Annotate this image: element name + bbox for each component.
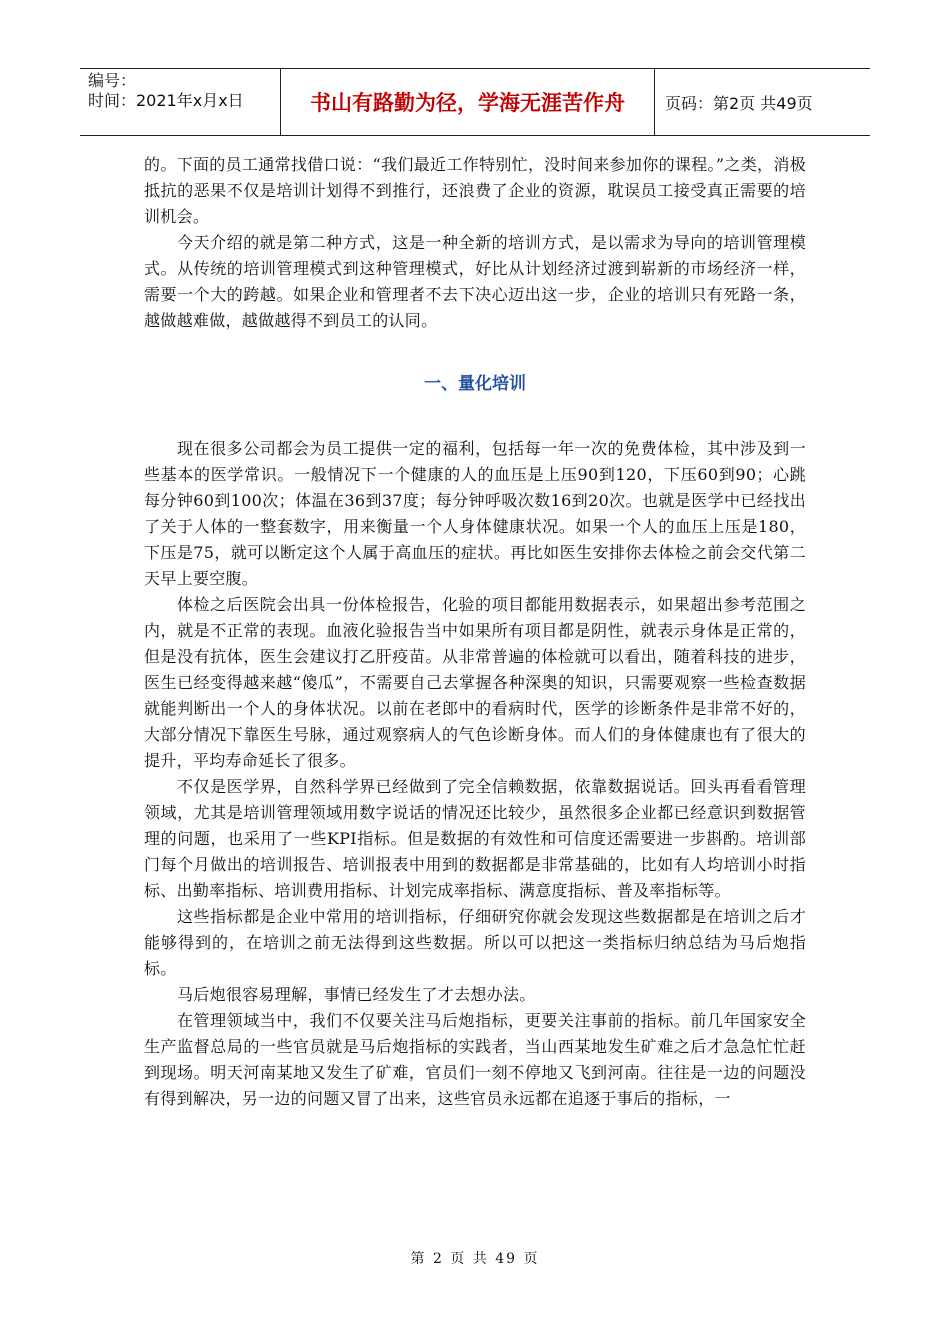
header-motto: 书山有路勤为径，学海无涯苦作舟 <box>281 69 655 135</box>
body-paragraph: 现在很多公司都会为员工提供一定的福利，包括每一年一次的免费体检，其中涉及到一些基本的医学常识。一般情况下一个健康的人的血压是上压90到120，下压60到90；心跳每分钟60到100次；体温在36到37度；每分钟呼吸次数16到20次。也就是医学中已经找出了关于人体的一整套数字，用来衡量一个人身体健康状况。如果一个人的血压上压是180，下压是75，就可以断定这个人属于高血压的症状。再比如医生安排你去体检之前会交代第二天早上要空腹。 <box>144 439 806 588</box>
body-paragraph: 这些指标都是企业中常用的培训指标，仔细研究你就会发现这些数据都是在培训之后才能够得到的，在培训之前无法得到这些数据。所以可以把这一类指标归纳总结为马后炮指标。 <box>144 907 806 978</box>
header-page-label: 页码：第2页 共49页 <box>665 93 813 113</box>
document-header <box>80 68 870 136</box>
header-meta-cell <box>80 69 281 135</box>
body-paragraph: 马后炮很容易理解，事情已经发生了才去想办法。 <box>177 985 536 1004</box>
body-paragraph: 在管理领域当中，我们不仅要关注马后炮指标，更要关注事前的指标。前几年国家安全生产监督总局的一些官员就是马后炮指标的实践者，当山西某地发生矿难之后才急急忙忙赶到现场。明天河南某地又发生了矿难，官员们一刻不停地又飞到河南。往往是一边的问题没有得到解决，另一边的问题又冒了出来，这些官员永远都在追逐于事后的指标，一 <box>144 1011 806 1108</box>
page-footer: 第 2 页 共 49 页 <box>410 1251 540 1267</box>
body-paragraph: 的。下面的员工通常找借口说：“我们最近工作特别忙，没时间来参加你的课程。”之类，消极抵抗的恶果不仅是培训计划得不到推行，还浪费了企业的资源，耽误员工接受真正需要的培训机会。 <box>144 155 806 226</box>
body-paragraph: 今天介绍的就是第二种方式，这是一种全新的培训方式，是以需求为导向的培训管理模式。从传统的培训管理模式到这种管理模式，好比从计划经济过渡到崭新的市场经济一样，需要一个大的跨越。如果企业和管理者不去下决心迈出这一步，企业的培训只有死路一条，越做越难做，越做越得不到员工的认同。 <box>144 233 806 330</box>
document-date-label: 时间：2021年x月x日 <box>88 91 244 110</box>
body-paragraph: 体检之后医院会出具一份体检报告，化验的项目都能用数据表示，如果超出参考范围之内，就是不正常的表现。血液化验报告当中如果所有项目都是阴性，就表示身体是正常的，但是没有抗体，医生会建议打乙肝疫苗。从非常普遍的体检就可以看出，随着科技的进步，医生已经变得越来越“傻瓜”，不需要自己去掌握各种深奥的知识，只需要观察一些检查数据就能判断出一个人的身体状况。以前在老郎中的看病时代，医学的诊断条件是非常不好的，大部分情况下靠医生号脉，通过观察病人的气色诊断身体。而人们的身体健康也有了很大的提升，平均寿命延长了很多。 <box>144 595 806 770</box>
document-body <box>144 152 806 1112</box>
body-paragraph: 不仅是医学界，自然科学界已经做到了完全信赖数据，依靠数据说话。回头再看看管理领域，尤其是培训管理领域用数字说话的情况还比较少，虽然很多企业都已经意识到数据管理的问题，也采用了一些KPI指标。但是数据的有效性和可信度还需要进一步斟酌。培训部门每个月做出的培训报告、培训报表中用到的数据都是非常基础的，比如有人均培训小时指标、出勤率指标、培训费用指标、计划完成率指标、满意度指标、普及率指标等。 <box>144 777 806 900</box>
section-heading: 一、量化培训 <box>424 374 526 394</box>
document-number-label: 编号： <box>88 71 137 90</box>
